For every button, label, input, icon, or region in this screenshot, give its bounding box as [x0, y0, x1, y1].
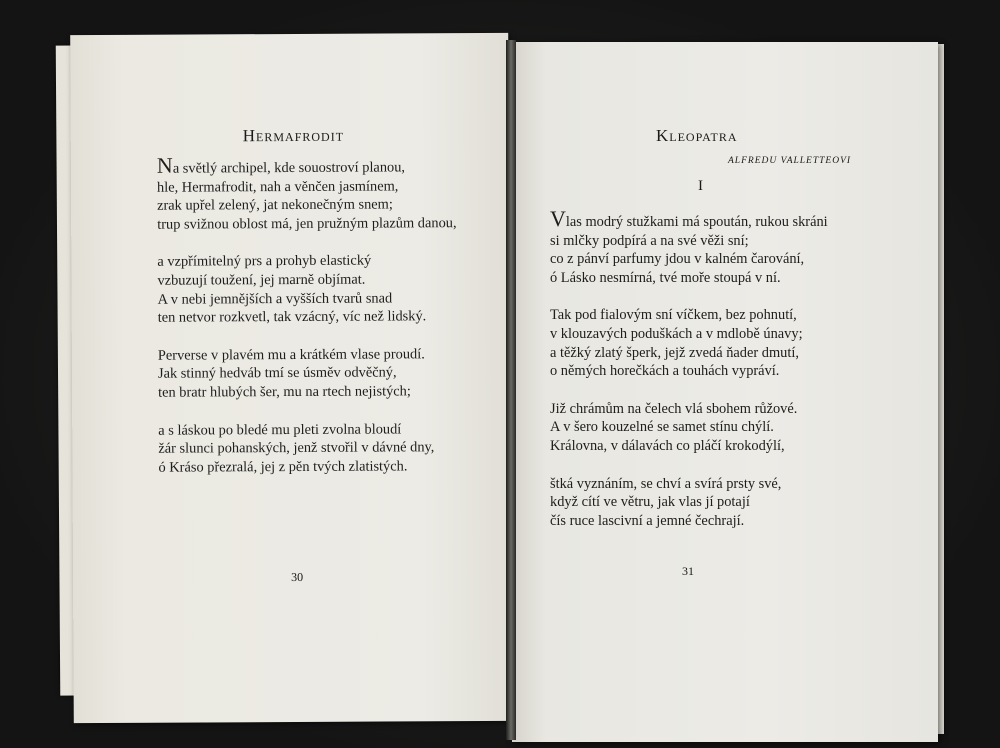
verse-line: Tak pod fialovým sní víčkem, bez pohnutí, — [550, 307, 797, 324]
verse-line: v klouzavých poduškách a v mdlobě únavy; — [550, 325, 803, 342]
verse-line: Perverse v plavém mu a krátkém vlase proudí. — [157, 346, 425, 364]
verse-line: ten netvor rozkvetl, tak vzácný, víc než lidský. — [157, 308, 427, 326]
stanza — [550, 400, 828, 456]
verse-line: ó Kráso přezralá, jej z pěn tvých zlatistých. — [158, 458, 408, 476]
stanza — [550, 206, 828, 287]
verse-line: zrak upřel zelený, jat nekonečným snem; — [157, 196, 393, 214]
verse-line: Královna, v dálavách co pláčí krokodýlí, — [550, 437, 785, 454]
verse-line: hle, Hermafrodit, nah a věnčen jasmínem, — [156, 178, 399, 196]
verse-line: A v nebi jemnějších a vyšších tvarů snad — [157, 290, 393, 308]
dedication: ALFREDU VALLETTEOVI — [728, 156, 852, 166]
verse-line: Vlas modrý stužkami má spoután, rukou skráni — [550, 206, 828, 231]
stanza — [157, 252, 457, 328]
verse-line: žár slunci pohanských, jenž stvořil v dávné dny, — [158, 439, 435, 457]
book-gutter — [506, 40, 516, 740]
stanza — [550, 306, 828, 380]
page-number: 31 — [682, 564, 694, 578]
verse-line: a vzpřímitelný prs a prohyb elastický — [157, 252, 372, 271]
poem-title: Kleopatra — [656, 126, 738, 145]
verse-line: když cítí ve větru, jak vlas jí potají — [550, 494, 750, 511]
verse-line: trup svižnou oblost má, jen pružným plazům danou, — [157, 214, 457, 233]
page-number: 30 — [291, 569, 304, 585]
verse-line: a těžký zlatý šperk, jejž zvedá ňader dmutí, — [550, 344, 799, 361]
verse-line: co z pánví parfumy jdou v kalném čarování, — [550, 251, 805, 268]
verse-line: Jak stinný hedváb tmí se úsměv odvěčný, — [157, 364, 397, 383]
verse-line: Na světlý archipel, kde souostroví planou, — [156, 152, 406, 178]
poem-body — [156, 152, 458, 477]
section-numeral: I — [698, 178, 703, 194]
verse-line: ó Lásko nesmírná, tvé moře stoupá v ní. — [550, 269, 781, 286]
poem-title: Hermafrodit — [242, 125, 345, 146]
verse-line: štká vyznáním, se chví a svírá prsty své, — [550, 475, 782, 492]
verse-line: o němých horečkách a touhách vypráví. — [550, 363, 780, 380]
stanza — [156, 152, 457, 234]
verse-line: si mlčky podpírá a na své věži sní; — [550, 232, 749, 249]
poem-body — [550, 206, 828, 530]
stanza — [158, 345, 458, 402]
stanza — [550, 475, 828, 531]
verse-line: čís ruce lascivní a jemné čechrají. — [550, 512, 745, 529]
verse-line: ten bratr hlubých šer, mu na rtech nejistých; — [158, 383, 411, 401]
verse-line: A v šero kouzelné se samet stínu chýlí. — [550, 419, 774, 436]
stanza — [158, 420, 458, 477]
verse-line: Již chrámům na čelech vlá sbohem růžové. — [550, 400, 798, 417]
verse-line: vzbuzují toužení, jej marně objímat. — [157, 271, 366, 289]
right-page — [512, 42, 938, 742]
left-page — [70, 33, 512, 723]
verse-line: a s láskou po bledé mu pleti zvolna bloudí — [158, 420, 402, 439]
